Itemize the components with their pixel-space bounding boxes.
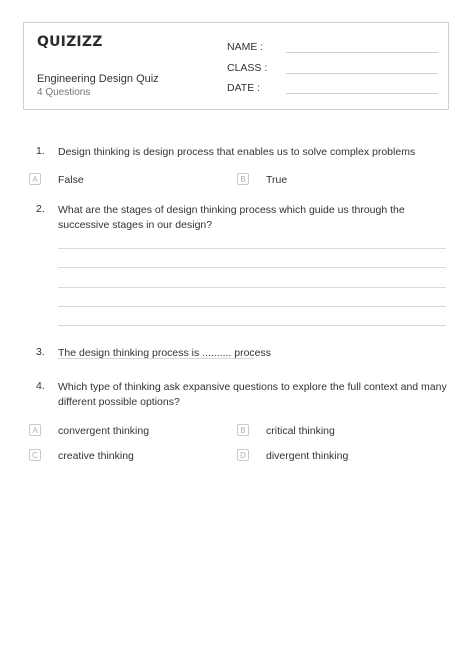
option-text: True (266, 174, 288, 186)
question-count: 4 Questions (37, 87, 91, 98)
question-text: What are the stages of design thinking process which guide us through the successive stages in our design? (58, 204, 405, 231)
quiz-title: Engineering Design Quiz (37, 73, 159, 85)
fill-in-blank-line[interactable] (58, 358, 254, 359)
option-text: False (58, 174, 84, 186)
option-text: convergent thinking (58, 425, 150, 437)
name-field[interactable] (286, 52, 438, 53)
question-number: 2. (36, 203, 45, 215)
option-box[interactable]: B (237, 173, 249, 185)
date-label: DATE : (227, 82, 261, 94)
name-label: NAME : (227, 41, 264, 53)
class-label: CLASS : (227, 62, 268, 74)
option-text: divergent thinking (266, 450, 349, 462)
answer-line[interactable] (58, 306, 446, 307)
option-box[interactable]: D (237, 449, 249, 461)
answer-line[interactable] (58, 287, 446, 288)
question-text: Which type of thinking ask expansive questions to explore the full context and many different possible options? (58, 381, 447, 408)
option-text: critical thinking (266, 425, 335, 437)
option-box[interactable]: A (29, 424, 41, 436)
option-text: creative thinking (58, 450, 134, 462)
question-number: 4. (36, 380, 45, 392)
option-box[interactable]: B (237, 424, 249, 436)
question-number: 1. (36, 145, 45, 157)
class-field[interactable] (286, 73, 438, 74)
quizizz-logo: QUIZIZZ (37, 34, 103, 50)
question-number: 3. (36, 346, 45, 358)
answer-line[interactable] (58, 325, 446, 326)
question-text: The design thinking process is .......... process (58, 347, 272, 359)
question-text: Design thinking is design process that enables us to solve complex problems (58, 146, 416, 158)
answer-line[interactable] (58, 267, 446, 268)
answer-line[interactable] (58, 248, 446, 249)
option-box[interactable]: A (29, 173, 41, 185)
date-field[interactable] (286, 93, 438, 94)
option-box[interactable]: C (29, 449, 41, 461)
